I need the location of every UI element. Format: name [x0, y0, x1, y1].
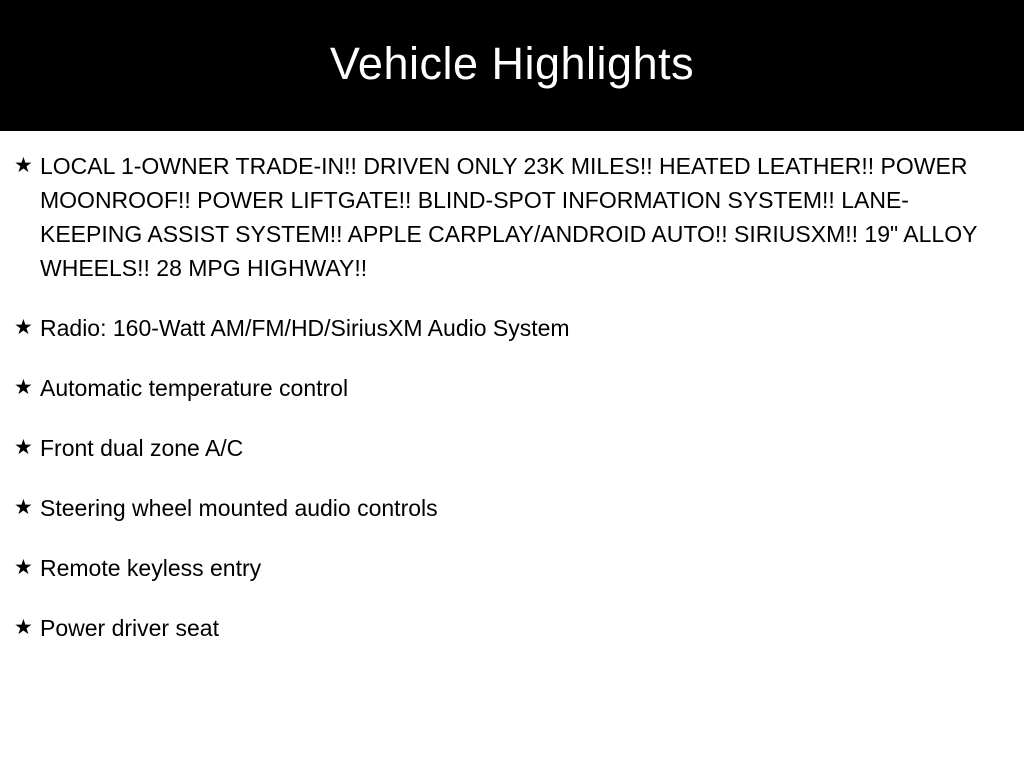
list-item-text: Power driver seat [40, 615, 219, 641]
list-item-text: Front dual zone A/C [40, 435, 244, 461]
list-item-text: Remote keyless entry [40, 555, 262, 581]
list-item [0, 149, 1024, 285]
list-item-text: LOCAL 1-OWNER TRADE-IN!! DRIVEN ONLY 23K MILES!! HEATED LEATHER!! POWER MOONROOF!! POWER LIFTGATE!! BLIND-SPOT INFORMATION SYSTEM!! LANE-KEEPING ASSIST SYSTEM!! APPLE CARPLAY/ANDROID AUTO!! SIRIUSXM!! 19" ALLOY WHEELS!! 28 MPG HIGHWAY!! [40, 153, 978, 281]
star-bullet-icon: ★ [14, 154, 33, 177]
star-bullet-icon: ★ [14, 376, 33, 399]
list-item-text: Radio: 160-Watt AM/FM/HD/SiriusXM Audio System [40, 315, 570, 341]
highlights-list [0, 131, 1024, 645]
star-bullet-icon: ★ [14, 556, 33, 579]
list-item-text: Steering wheel mounted audio controls [40, 495, 438, 521]
list-item [0, 311, 1024, 345]
star-bullet-icon: ★ [14, 436, 33, 459]
list-item [0, 371, 1024, 405]
star-bullet-icon: ★ [14, 316, 33, 339]
list-item-text: Automatic temperature control [40, 375, 349, 401]
list-item [0, 491, 1024, 525]
list-item [0, 551, 1024, 585]
star-bullet-icon: ★ [14, 616, 33, 639]
page-title: Vehicle Highlights [329, 37, 695, 89]
star-bullet-icon: ★ [14, 496, 33, 519]
list-item [0, 431, 1024, 465]
page-header [0, 0, 1024, 131]
list-item [0, 611, 1024, 645]
